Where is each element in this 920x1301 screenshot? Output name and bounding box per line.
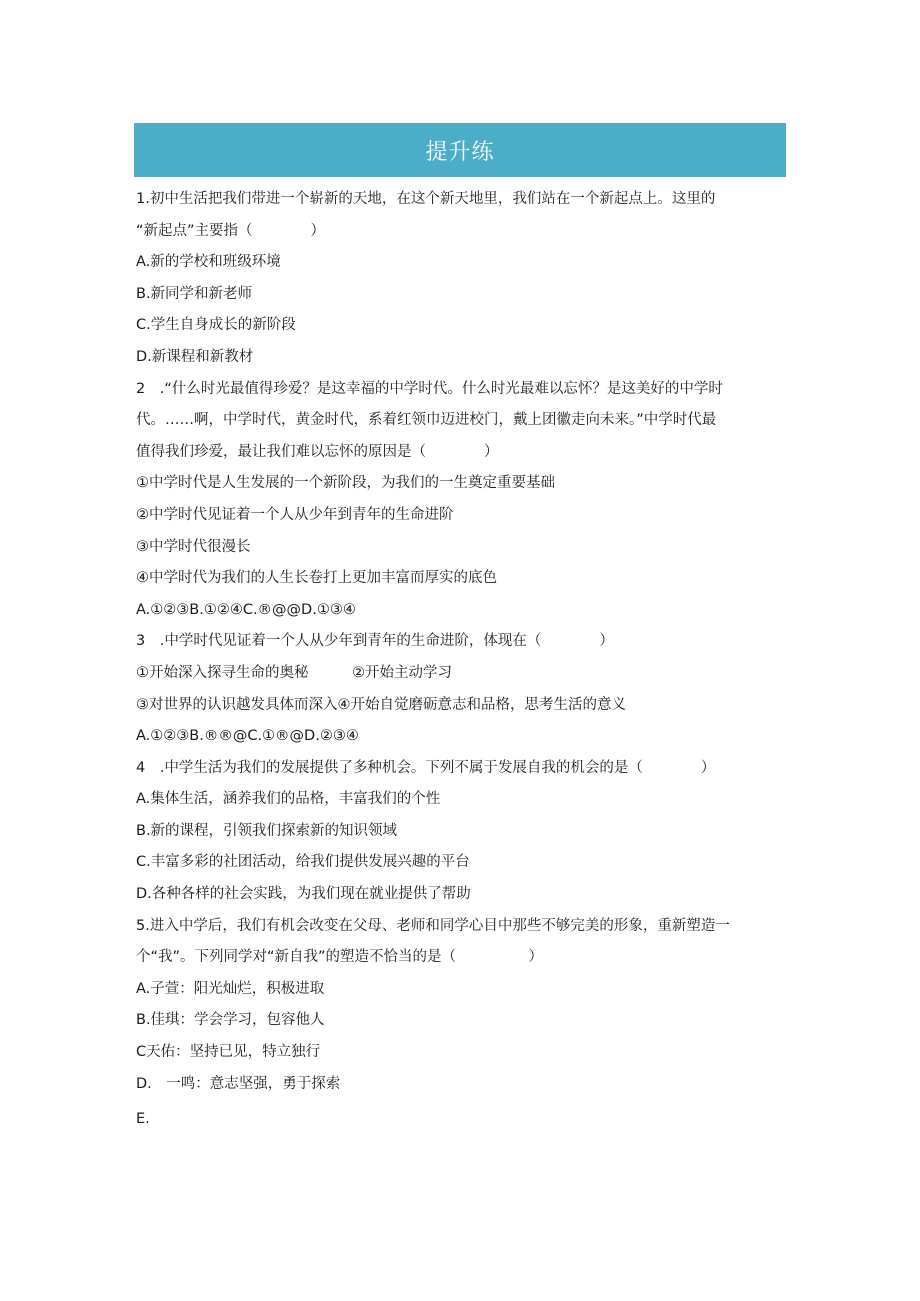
section-banner: [134, 123, 786, 177]
q2-statement-3: ③中学时代很漫长: [136, 538, 251, 555]
q3-stem: 3 .中学时代见证着一个人从少年到青年的生命进阶，体现在（ ）: [136, 633, 614, 650]
q5-option-b: B.佳琪：学会学习，包容他人: [136, 1012, 325, 1029]
q1-option-c: C.学生自身成长的新阶段: [136, 317, 296, 334]
q3-options: A.①②③B.®®@C.①®@D.②③④: [136, 728, 359, 745]
q5-stem-line2: 个“我”。下列同学对“新自我”的塑造不恰当的是（ ）: [136, 949, 544, 966]
q4-stem: 4 .中学生活为我们的发展提供了多种机会。下列不属于发展自我的机会的是（ ）: [136, 759, 716, 776]
q5-option-a: A.子萱：阳光灿烂，积极进取: [136, 980, 325, 997]
q5-option-d: D. 一鸣：意志坚强，勇于探索: [136, 1075, 341, 1092]
q5-option-c: C天佑：坚持已见，特立独行: [136, 1044, 321, 1061]
q1-option-b: B.新同学和新老师: [136, 285, 253, 302]
q5-stem-line1: 5.进入中学后，我们有机会改变在父母、老师和同学心目中那些不够完美的形象，重新塑造一: [136, 917, 730, 934]
q2-stem-line3: 值得我们珍爱，最让我们难以忘怀的原因是（ ）: [136, 443, 499, 460]
q4-option-a: A.集体生活，涵养我们的品格，丰富我们的个性: [136, 791, 441, 808]
q2-stem-line2: 代。……啊，中学时代，黄金时代，系着红领巾迈进校门，戴上团徽走向未来。”中学时代最: [136, 412, 717, 429]
q3-statements-1-2: ①开始深入探寻生命的奥秘 ②开始主动学习: [136, 664, 452, 681]
section-title: 提升练: [425, 139, 495, 165]
q2-statement-4: ④中学时代为我们的人生长卷打上更加丰富而厚实的底色: [136, 570, 497, 587]
q1-option-a: A.新的学校和班级环境: [136, 254, 281, 271]
q5-option-e: E.: [136, 1111, 150, 1128]
q4-option-b: B.新的课程，引领我们探索新的知识领域: [136, 822, 398, 839]
q2-statement-2: ②中学时代见证着一个人从少年到青年的生命进阶: [136, 506, 454, 523]
q4-option-d: D.各种各样的社会实践，为我们现在就业提供了帮助: [136, 886, 471, 903]
q1-option-d: D.新课程和新教材: [136, 348, 254, 365]
q1-stem-line2: “新起点”主要指（ ）: [136, 222, 326, 239]
q4-option-c: C.丰富多彩的社团活动，给我们提供发展兴趣的平台: [136, 854, 470, 871]
q2-statement-1: ①中学时代是人生发展的一个新阶段，为我们的一生奠定重要基础: [136, 475, 555, 492]
question-content: [136, 184, 776, 1136]
q2-options: A.①②③B.①②④C.®@@D.①③④: [136, 601, 356, 618]
q3-statements-3-4: ③对世界的认识越发具体而深入④开始自觉磨砺意志和品格，思考生活的意义: [136, 696, 626, 713]
q1-stem-line1: 1.初中生活把我们带进一个崭新的天地，在这个新天地里，我们站在一个新起点上。这里的: [136, 191, 716, 207]
q2-stem-line1: 2 .“什么时光最值得珍爱？是这幸福的中学时代。什么时光最难以忘怀？是这美好的中学时: [136, 380, 723, 397]
